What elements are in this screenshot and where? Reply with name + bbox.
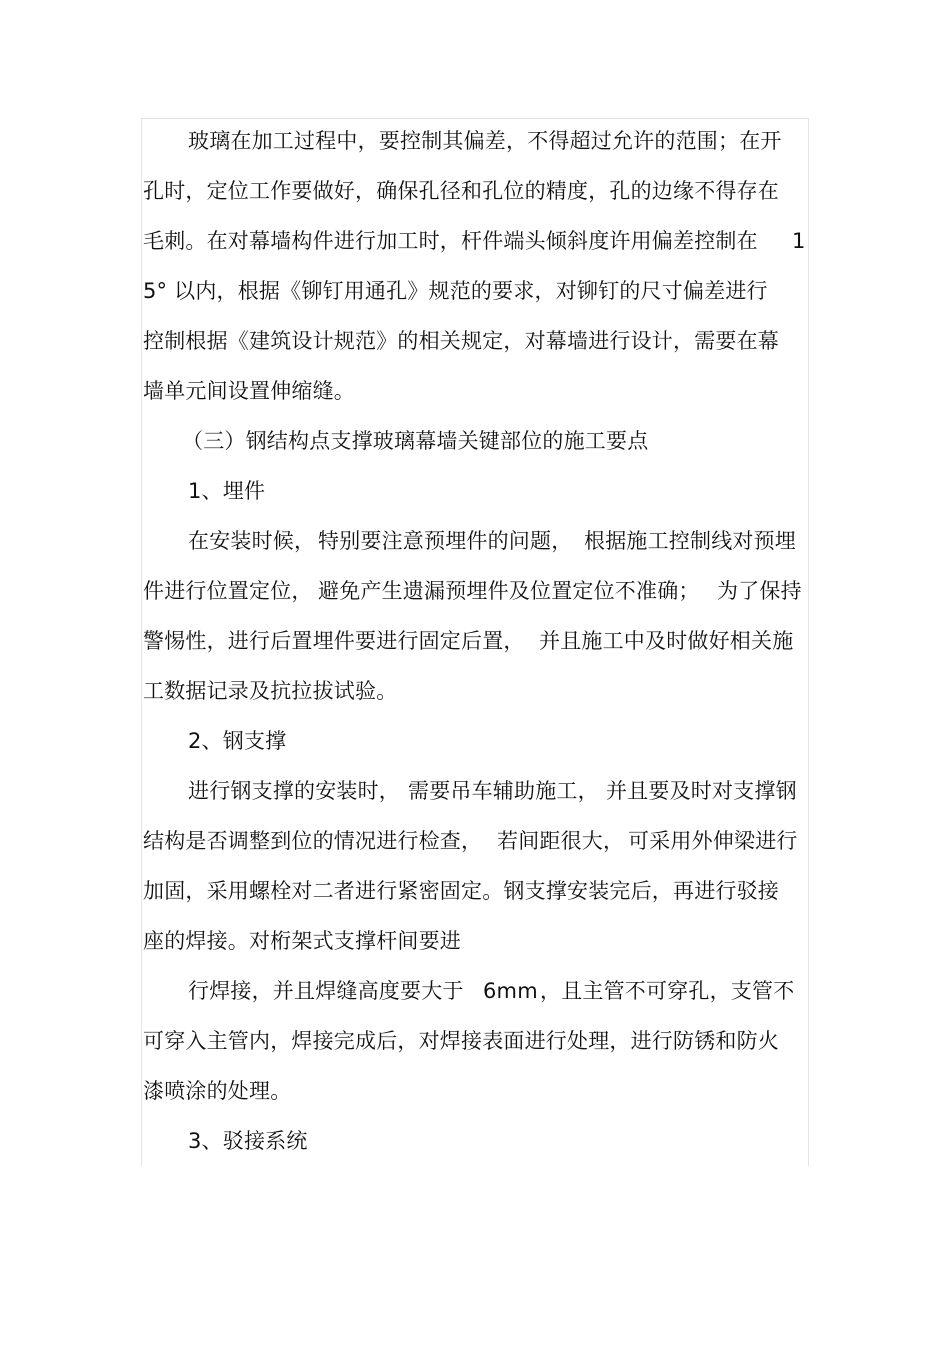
paragraph-line	[143, 276, 768, 306]
subsection-title	[188, 726, 286, 756]
paragraph-line	[540, 976, 794, 1006]
text: 1	[792, 229, 806, 253]
paragraph-line	[143, 326, 779, 356]
subsection-title	[188, 476, 265, 506]
text: 行焊接，并且焊缝高度要大于	[188, 979, 464, 1003]
text: 进行钢支撑的安装时，	[188, 779, 400, 803]
paragraph-line	[143, 626, 525, 656]
text: 漆喷涂的处理。	[143, 1079, 292, 1103]
text: 加固，采用螺栓对二者进行紧密固定。钢支撑安装完后，再进行驳接	[143, 879, 779, 903]
text: 件进行位置定位，	[143, 579, 313, 603]
paragraph-line	[188, 526, 315, 556]
subsection-title	[188, 1126, 308, 1156]
paragraph-line	[628, 826, 798, 856]
paragraph-line	[143, 926, 461, 956]
paragraph-line	[497, 826, 624, 856]
paragraph-line	[143, 826, 482, 856]
text: 墙单元间设置伸缩缝。	[143, 379, 355, 403]
paragraph-line	[143, 676, 397, 706]
paragraph-line	[143, 876, 779, 906]
text: 需要吊车辅助施工，	[408, 779, 599, 803]
paragraph-line	[188, 776, 400, 806]
paragraph-line	[318, 526, 572, 556]
text: 2、钢支撑	[188, 729, 287, 753]
text: 座的焊接。对桁架式支撑杆间要进	[143, 929, 461, 953]
paragraph-line	[143, 576, 313, 606]
text: 特别要注意预埋件的问题，	[318, 529, 573, 553]
text: 并且施工中及时做好相关施	[539, 629, 794, 653]
text: 控制根据《建筑设计规范》的相关规定，对幕墙进行设计，需要在幕	[143, 329, 779, 353]
text: 根据施工控制线对预埋	[584, 529, 796, 553]
text: 3、驳接系统	[188, 1129, 308, 1153]
text: 玻璃在加工过程中，要控制其偏差，不得超过允许的范围；在开	[188, 129, 782, 153]
text: 6mm	[483, 979, 538, 1003]
text: 可采用外伸梁进行	[628, 829, 798, 853]
paragraph-line	[188, 976, 464, 1006]
text: 孔时，定位工作要做好，确保孔径和孔位的精度，孔的边缘不得存在	[143, 179, 779, 203]
text: 工数据记录及抗拉拔试验。	[143, 679, 398, 703]
paragraph-line	[408, 776, 599, 806]
text: 毛刺。在对幕墙构件进行加工时，杆件端头倾斜度许用偏差控制在	[143, 229, 758, 253]
paragraph-line	[143, 376, 355, 406]
text: 1、埋件	[188, 479, 266, 503]
paragraph-line	[539, 626, 793, 656]
text: ，且主管不可穿孔，支管不	[540, 979, 795, 1003]
paragraph-line	[143, 176, 779, 206]
text: 避免产生遗漏预埋件及位置定位不准确；	[318, 579, 700, 603]
paragraph-line	[606, 776, 797, 806]
text: （三）钢结构点支撑玻璃幕墙关键部位的施工要点	[182, 429, 649, 453]
text: 可穿入主管内，焊接完成后，对焊接表面进行处理，进行防锈和防火	[143, 1029, 779, 1053]
text: 为了保持	[717, 579, 802, 603]
paragraph-line	[318, 576, 700, 606]
text: 结构是否调整到位的情况进行检查，	[143, 829, 483, 853]
text: 在安装时候，	[188, 529, 316, 553]
paragraph-line	[143, 226, 758, 256]
text: 5° 以内，根据《铆钉用通孔》规范的要求，对铆钉的尺寸偏差进行	[143, 279, 768, 303]
text: 若间距很大，	[497, 829, 625, 853]
text: 警惕性，进行后置埋件要进行固定后置，	[143, 629, 525, 653]
paragraph-line-tail	[792, 226, 806, 256]
paragraph-line	[143, 1076, 291, 1106]
paragraph-line	[483, 976, 538, 1006]
paragraph-line	[188, 126, 782, 156]
paragraph-line	[584, 526, 796, 556]
text: 并且要及时对支撑钢	[606, 779, 797, 803]
paragraph-line	[717, 576, 802, 606]
section-heading	[182, 426, 648, 456]
paragraph-line	[143, 1026, 779, 1056]
